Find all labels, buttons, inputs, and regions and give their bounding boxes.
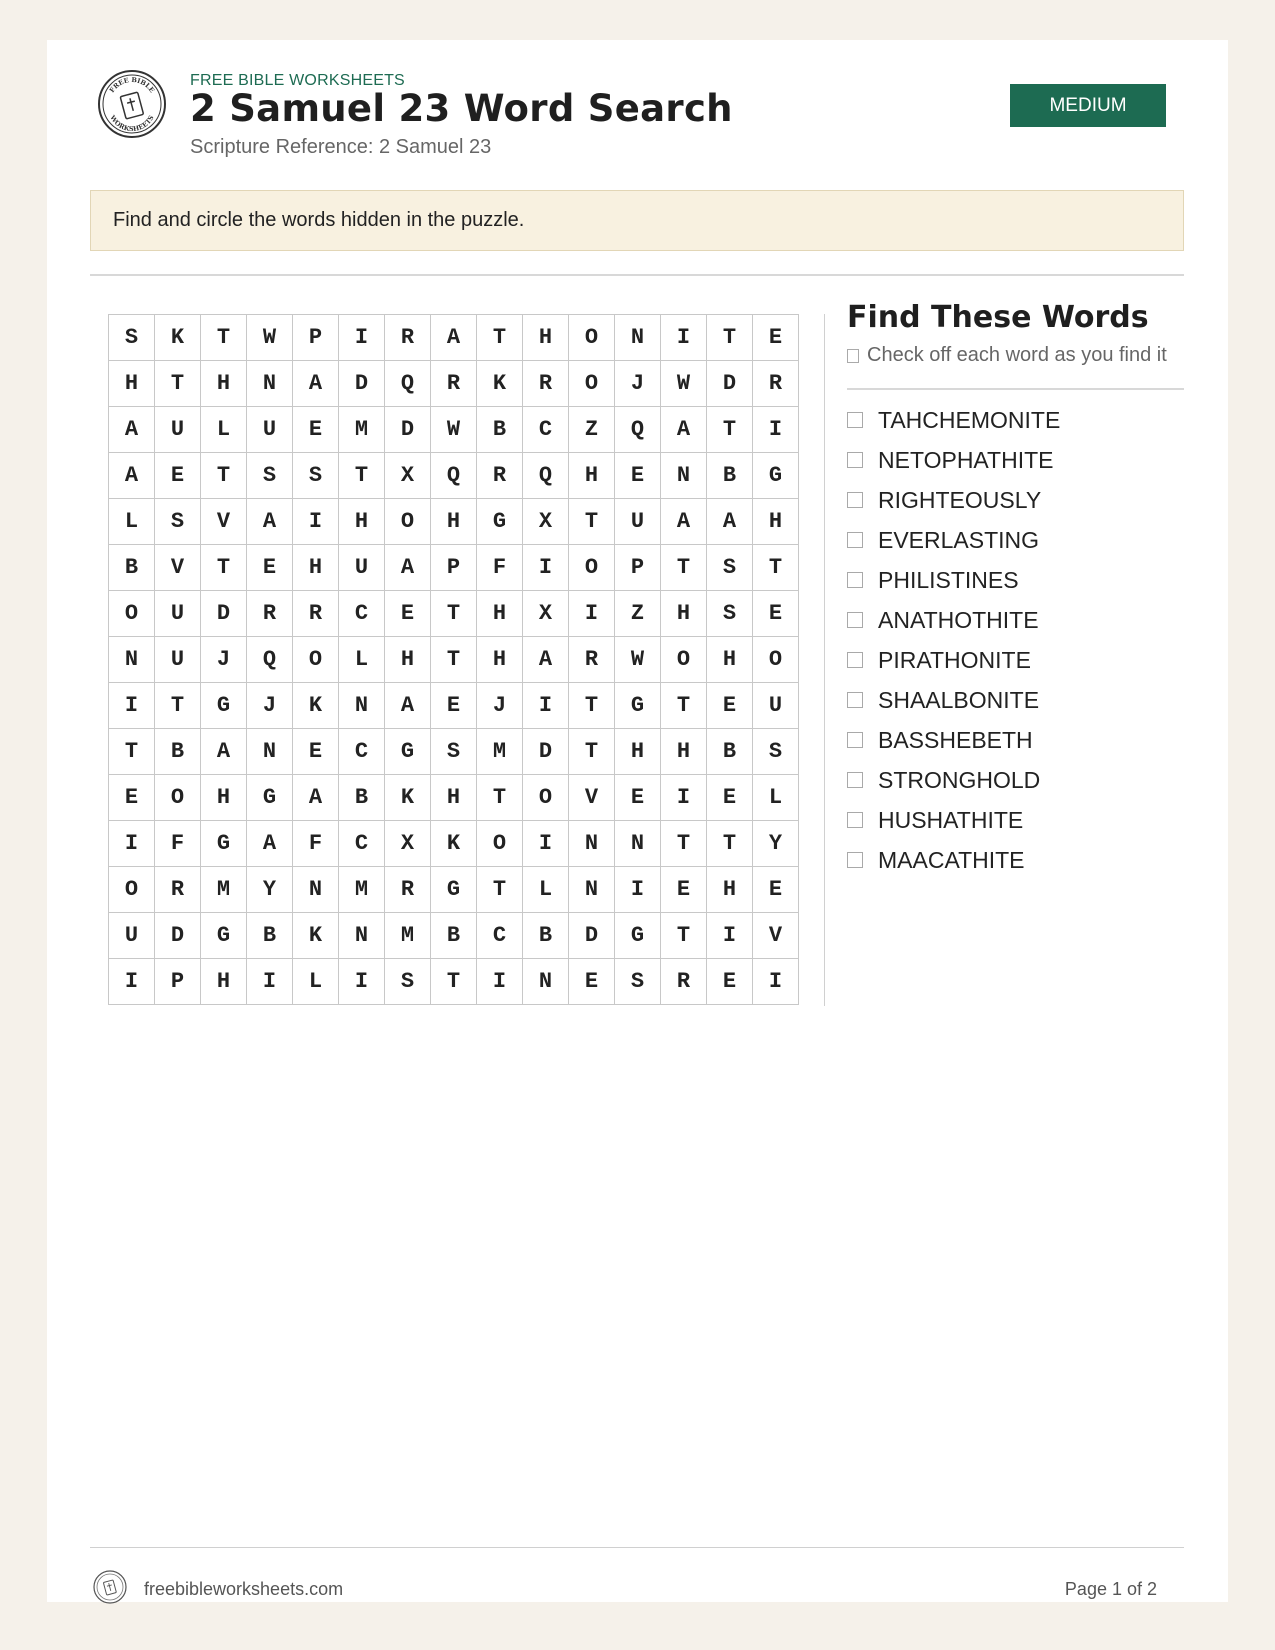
instructions-text: Find and circle the words hidden in the puzzle.: [113, 209, 525, 231]
grid-cell[interactable]: A: [431, 315, 477, 361]
grid-cell[interactable]: A: [109, 453, 155, 499]
grid-cell[interactable]: N: [109, 637, 155, 683]
grid-cell[interactable]: H: [523, 315, 569, 361]
grid-cell[interactable]: H: [707, 867, 753, 913]
grid-cell[interactable]: K: [477, 361, 523, 407]
grid-cell[interactable]: H: [753, 499, 799, 545]
grid-cell[interactable]: T: [661, 821, 707, 867]
grid-cell[interactable]: I: [615, 867, 661, 913]
grid-cell[interactable]: B: [707, 453, 753, 499]
word-checkbox[interactable]: [847, 852, 863, 868]
word-checkbox[interactable]: [847, 772, 863, 788]
grid-row: [109, 683, 799, 729]
word-checkbox[interactable]: [847, 412, 863, 428]
grid-cell[interactable]: L: [753, 775, 799, 821]
grid-cell[interactable]: H: [569, 453, 615, 499]
grid-cell[interactable]: X: [385, 821, 431, 867]
grid-cell[interactable]: N: [339, 683, 385, 729]
grid-cell[interactable]: G: [385, 729, 431, 775]
grid-cell[interactable]: P: [293, 315, 339, 361]
grid-cell[interactable]: V: [201, 499, 247, 545]
grid-cell[interactable]: E: [661, 867, 707, 913]
word-list-subheading: [847, 344, 1167, 367]
grid-cell[interactable]: G: [753, 453, 799, 499]
grid-cell[interactable]: F: [477, 545, 523, 591]
word-label: HUSHATHITE: [878, 806, 1024, 833]
grid-cell[interactable]: E: [707, 775, 753, 821]
grid-cell[interactable]: B: [155, 729, 201, 775]
word-list-item: [847, 400, 1060, 440]
grid-cell[interactable]: H: [477, 591, 523, 637]
column-divider: [824, 314, 825, 1006]
grid-cell[interactable]: R: [247, 591, 293, 637]
brand-name: FREE BIBLE WORKSHEETS: [190, 72, 405, 89]
grid-cell[interactable]: A: [523, 637, 569, 683]
grid-cell[interactable]: Z: [615, 591, 661, 637]
grid-cell[interactable]: U: [155, 407, 201, 453]
grid-cell[interactable]: A: [109, 407, 155, 453]
grid-cell[interactable]: R: [431, 361, 477, 407]
grid-cell[interactable]: W: [615, 637, 661, 683]
grid-cell[interactable]: D: [339, 361, 385, 407]
grid-cell[interactable]: K: [155, 315, 201, 361]
grid-row: [109, 775, 799, 821]
checkbox-icon: [847, 349, 859, 363]
footer-site-link[interactable]: freebibleworksheets.com: [144, 1579, 344, 1599]
word-list-item: [847, 560, 1060, 600]
word-checkbox[interactable]: [847, 652, 863, 668]
grid-cell[interactable]: H: [201, 959, 247, 1005]
grid-cell[interactable]: P: [155, 959, 201, 1005]
grid-cell[interactable]: Q: [385, 361, 431, 407]
grid-cell[interactable]: T: [477, 775, 523, 821]
grid-cell[interactable]: J: [615, 361, 661, 407]
grid-cell[interactable]: P: [431, 545, 477, 591]
difficulty-badge: MEDIUM: [1010, 84, 1166, 127]
grid-cell[interactable]: D: [569, 913, 615, 959]
grid-cell[interactable]: V: [155, 545, 201, 591]
grid-cell[interactable]: U: [155, 637, 201, 683]
grid-cell[interactable]: L: [109, 499, 155, 545]
page-number: Page 1 of 2: [1064, 1579, 1157, 1599]
grid-cell[interactable]: R: [523, 361, 569, 407]
grid-cell[interactable]: H: [661, 591, 707, 637]
grid-cell[interactable]: G: [247, 775, 293, 821]
word-label: EVERLASTING: [878, 526, 1040, 553]
word-list-item: [847, 720, 1060, 760]
word-list-item: [847, 480, 1060, 520]
grid-cell[interactable]: X: [523, 499, 569, 545]
grid-cell[interactable]: K: [293, 683, 339, 729]
grid-row: [109, 591, 799, 637]
word-list: [847, 400, 1060, 880]
grid-cell[interactable]: O: [109, 591, 155, 637]
word-list-divider: [847, 388, 1184, 390]
grid-cell[interactable]: H: [431, 499, 477, 545]
grid-cell[interactable]: J: [201, 637, 247, 683]
grid-cell[interactable]: S: [707, 591, 753, 637]
grid-cell[interactable]: J: [247, 683, 293, 729]
grid-cell[interactable]: S: [753, 729, 799, 775]
grid-cell[interactable]: T: [569, 499, 615, 545]
grid-cell[interactable]: E: [753, 591, 799, 637]
word-checkbox[interactable]: [847, 452, 863, 468]
word-checkbox[interactable]: [847, 492, 863, 508]
grid-cell[interactable]: N: [615, 821, 661, 867]
grid-row: [109, 637, 799, 683]
grid-cell[interactable]: B: [339, 775, 385, 821]
grid-cell[interactable]: O: [293, 637, 339, 683]
grid-cell[interactable]: C: [477, 913, 523, 959]
word-label: PHILISTINES: [878, 566, 1019, 593]
grid-cell[interactable]: Q: [523, 453, 569, 499]
grid-cell[interactable]: E: [293, 407, 339, 453]
grid-cell[interactable]: G: [615, 913, 661, 959]
word-list-item: [847, 600, 1060, 640]
word-list-item: [847, 440, 1060, 480]
grid-cell[interactable]: E: [615, 775, 661, 821]
grid-cell[interactable]: T: [707, 407, 753, 453]
grid-cell[interactable]: B: [477, 407, 523, 453]
grid-cell[interactable]: O: [385, 499, 431, 545]
grid-cell[interactable]: L: [201, 407, 247, 453]
grid-cell[interactable]: A: [661, 407, 707, 453]
instructions-box: [90, 190, 1184, 251]
grid-cell[interactable]: A: [201, 729, 247, 775]
grid-cell[interactable]: C: [523, 407, 569, 453]
grid-cell[interactable]: Y: [247, 867, 293, 913]
grid-cell[interactable]: I: [523, 683, 569, 729]
grid-cell[interactable]: A: [661, 499, 707, 545]
grid-cell[interactable]: B: [523, 913, 569, 959]
grid-cell[interactable]: S: [109, 315, 155, 361]
grid-cell[interactable]: U: [247, 407, 293, 453]
grid-cell[interactable]: R: [753, 361, 799, 407]
grid-cell[interactable]: O: [523, 775, 569, 821]
grid-cell[interactable]: M: [477, 729, 523, 775]
grid-cell[interactable]: K: [293, 913, 339, 959]
word-label: ANATHOTHITE: [878, 606, 1039, 633]
word-checkbox[interactable]: [847, 732, 863, 748]
grid-cell[interactable]: E: [707, 959, 753, 1005]
grid-cell[interactable]: H: [615, 729, 661, 775]
grid-cell[interactable]: Z: [569, 407, 615, 453]
grid-cell[interactable]: T: [477, 867, 523, 913]
grid-cell[interactable]: T: [431, 637, 477, 683]
grid-cell[interactable]: H: [293, 545, 339, 591]
grid-cell[interactable]: E: [247, 545, 293, 591]
grid-cell[interactable]: N: [615, 315, 661, 361]
grid-cell[interactable]: N: [247, 729, 293, 775]
word-list-item: [847, 640, 1060, 680]
grid-cell[interactable]: H: [707, 637, 753, 683]
word-list-item: [847, 760, 1060, 800]
grid-cell[interactable]: L: [523, 867, 569, 913]
grid-cell[interactable]: T: [477, 315, 523, 361]
grid-cell[interactable]: E: [753, 867, 799, 913]
grid-cell[interactable]: S: [293, 453, 339, 499]
svg-text:FREE BIBLE: FREE BIBLE: [107, 75, 157, 95]
grid-cell[interactable]: N: [293, 867, 339, 913]
word-checkbox[interactable]: [847, 612, 863, 628]
grid-cell[interactable]: H: [477, 637, 523, 683]
grid-cell[interactable]: P: [615, 545, 661, 591]
grid-cell[interactable]: T: [661, 683, 707, 729]
grid-cell[interactable]: C: [339, 821, 385, 867]
grid-cell[interactable]: G: [201, 821, 247, 867]
grid-cell[interactable]: A: [247, 821, 293, 867]
grid-cell[interactable]: B: [247, 913, 293, 959]
grid-cell[interactable]: I: [707, 913, 753, 959]
grid-cell[interactable]: T: [201, 545, 247, 591]
grid-cell[interactable]: I: [523, 821, 569, 867]
grid-cell[interactable]: T: [707, 315, 753, 361]
grid-cell[interactable]: U: [155, 591, 201, 637]
grid-cell[interactable]: U: [615, 499, 661, 545]
grid-cell[interactable]: L: [339, 637, 385, 683]
grid-cell[interactable]: W: [661, 361, 707, 407]
grid-cell[interactable]: I: [753, 959, 799, 1005]
grid-cell[interactable]: A: [707, 499, 753, 545]
grid-cell[interactable]: T: [707, 821, 753, 867]
grid-cell[interactable]: R: [385, 867, 431, 913]
grid-cell[interactable]: E: [707, 683, 753, 729]
grid-cell[interactable]: T: [431, 591, 477, 637]
grid-cell[interactable]: T: [661, 913, 707, 959]
word-checkbox[interactable]: [847, 692, 863, 708]
word-label: MAACATHITE: [878, 846, 1025, 873]
grid-cell[interactable]: H: [431, 775, 477, 821]
grid-cell[interactable]: I: [339, 315, 385, 361]
grid-row: [109, 959, 799, 1005]
grid-cell[interactable]: M: [339, 407, 385, 453]
word-checkbox[interactable]: [847, 812, 863, 828]
grid-cell[interactable]: N: [661, 453, 707, 499]
grid-cell[interactable]: K: [431, 821, 477, 867]
grid-cell[interactable]: N: [339, 913, 385, 959]
grid-cell[interactable]: L: [293, 959, 339, 1005]
grid-row: [109, 453, 799, 499]
grid-cell[interactable]: D: [707, 361, 753, 407]
word-label: BASSHEBETH: [878, 726, 1033, 753]
grid-cell[interactable]: I: [569, 591, 615, 637]
grid-cell[interactable]: I: [477, 959, 523, 1005]
word-label: PIRATHONITE: [878, 646, 1031, 673]
word-list-item: [847, 840, 1060, 880]
svg-text:WORKSHEETS: WORKSHEETS: [108, 113, 156, 134]
grid-cell[interactable]: R: [477, 453, 523, 499]
grid-cell[interactable]: T: [753, 545, 799, 591]
grid-cell[interactable]: H: [385, 637, 431, 683]
grid-cell[interactable]: D: [155, 913, 201, 959]
grid-cell[interactable]: Y: [753, 821, 799, 867]
grid-cell[interactable]: I: [661, 775, 707, 821]
grid-cell[interactable]: F: [293, 821, 339, 867]
grid-cell[interactable]: I: [523, 545, 569, 591]
grid-cell[interactable]: O: [661, 637, 707, 683]
word-list-heading: Find These Words: [847, 300, 1149, 335]
grid-cell[interactable]: O: [569, 545, 615, 591]
grid-cell[interactable]: T: [569, 729, 615, 775]
grid-cell[interactable]: W: [431, 407, 477, 453]
grid-row: [109, 729, 799, 775]
grid-cell[interactable]: E: [569, 959, 615, 1005]
word-label: STRONGHOLD: [878, 766, 1041, 793]
grid-cell[interactable]: U: [109, 913, 155, 959]
grid-cell[interactable]: S: [615, 959, 661, 1005]
grid-cell[interactable]: E: [753, 315, 799, 361]
grid-cell[interactable]: U: [753, 683, 799, 729]
grid-cell[interactable]: M: [339, 867, 385, 913]
grid-cell[interactable]: N: [523, 959, 569, 1005]
grid-cell[interactable]: T: [155, 683, 201, 729]
grid-cell[interactable]: S: [385, 959, 431, 1005]
grid-cell[interactable]: O: [569, 315, 615, 361]
grid-cell[interactable]: C: [339, 729, 385, 775]
grid-cell[interactable]: I: [109, 959, 155, 1005]
grid-cell[interactable]: T: [569, 683, 615, 729]
grid-cell[interactable]: K: [385, 775, 431, 821]
scripture-reference: Scripture Reference: 2 Samuel 23: [190, 136, 492, 158]
grid-cell[interactable]: H: [201, 775, 247, 821]
grid-cell[interactable]: D: [385, 407, 431, 453]
grid-cell[interactable]: T: [661, 545, 707, 591]
grid-cell[interactable]: A: [293, 361, 339, 407]
grid-cell[interactable]: G: [431, 867, 477, 913]
header-divider: [90, 274, 1184, 276]
word-label: RIGHTEOUSLY: [878, 486, 1042, 513]
grid-cell[interactable]: N: [569, 821, 615, 867]
grid-cell[interactable]: H: [201, 361, 247, 407]
grid-cell[interactable]: A: [385, 683, 431, 729]
grid-cell[interactable]: N: [247, 361, 293, 407]
grid-cell[interactable]: T: [201, 315, 247, 361]
footer-divider: [90, 1547, 1184, 1548]
grid-cell[interactable]: H: [109, 361, 155, 407]
grid-cell[interactable]: H: [661, 729, 707, 775]
word-list-item: [847, 680, 1060, 720]
grid-cell[interactable]: A: [385, 545, 431, 591]
grid-cell[interactable]: S: [155, 499, 201, 545]
grid-row: [109, 867, 799, 913]
grid-row: [109, 913, 799, 959]
grid-row: [109, 315, 799, 361]
grid-cell[interactable]: B: [707, 729, 753, 775]
grid-cell[interactable]: Q: [431, 453, 477, 499]
grid-cell[interactable]: I: [339, 959, 385, 1005]
word-label: NETOPHATHITE: [878, 446, 1054, 473]
grid-row: [109, 407, 799, 453]
grid-cell[interactable]: J: [477, 683, 523, 729]
bible-logo-icon: [97, 69, 167, 139]
grid-cell[interactable]: I: [109, 821, 155, 867]
grid-cell[interactable]: E: [431, 683, 477, 729]
grid-cell[interactable]: D: [201, 591, 247, 637]
grid-cell[interactable]: B: [431, 913, 477, 959]
grid-cell[interactable]: X: [523, 591, 569, 637]
grid-cell[interactable]: M: [201, 867, 247, 913]
grid-cell[interactable]: I: [293, 499, 339, 545]
grid-row: [109, 545, 799, 591]
word-label: SHAALBONITE: [878, 686, 1040, 713]
grid-cell[interactable]: C: [339, 591, 385, 637]
grid-cell[interactable]: E: [155, 453, 201, 499]
grid-cell[interactable]: E: [615, 453, 661, 499]
grid-cell[interactable]: U: [339, 545, 385, 591]
grid-cell[interactable]: S: [247, 453, 293, 499]
grid-cell[interactable]: O: [477, 821, 523, 867]
bible-logo-small-icon: [93, 1570, 127, 1604]
grid-cell[interactable]: A: [293, 775, 339, 821]
grid-cell[interactable]: F: [155, 821, 201, 867]
grid-cell[interactable]: G: [201, 913, 247, 959]
word-search-grid: [108, 314, 799, 1005]
grid-row: [109, 361, 799, 407]
grid-cell[interactable]: O: [155, 775, 201, 821]
grid-cell[interactable]: O: [109, 867, 155, 913]
word-checkbox[interactable]: [847, 532, 863, 548]
grid-cell[interactable]: E: [385, 591, 431, 637]
grid-cell[interactable]: S: [431, 729, 477, 775]
grid-cell[interactable]: R: [155, 867, 201, 913]
word-list-item: [847, 520, 1060, 560]
grid-cell[interactable]: G: [615, 683, 661, 729]
grid-row: [109, 499, 799, 545]
grid-cell[interactable]: E: [109, 775, 155, 821]
page-title: 2 Samuel 23 Word Search: [190, 87, 733, 130]
word-label: TAHCHEMONITE: [878, 406, 1061, 433]
worksheet-page: [47, 40, 1228, 1602]
grid-cell[interactable]: I: [753, 407, 799, 453]
grid-cell[interactable]: T: [109, 729, 155, 775]
grid-cell[interactable]: Q: [615, 407, 661, 453]
grid-cell[interactable]: W: [247, 315, 293, 361]
grid-cell[interactable]: T: [155, 361, 201, 407]
grid-cell[interactable]: G: [201, 683, 247, 729]
grid-cell[interactable]: I: [247, 959, 293, 1005]
grid-cell[interactable]: X: [385, 453, 431, 499]
grid-cell[interactable]: T: [431, 959, 477, 1005]
grid-cell[interactable]: Q: [247, 637, 293, 683]
grid-cell[interactable]: R: [661, 959, 707, 1005]
grid-cell[interactable]: O: [753, 637, 799, 683]
grid-cell[interactable]: E: [293, 729, 339, 775]
grid-cell[interactable]: A: [247, 499, 293, 545]
grid-cell[interactable]: I: [109, 683, 155, 729]
grid-cell[interactable]: V: [569, 775, 615, 821]
grid-cell[interactable]: G: [477, 499, 523, 545]
word-list-item: [847, 800, 1060, 840]
word-checkbox[interactable]: [847, 572, 863, 588]
word-list-subheading-text: Check off each word as you find it: [867, 344, 1167, 366]
grid-cell[interactable]: T: [201, 453, 247, 499]
grid-cell[interactable]: B: [109, 545, 155, 591]
grid-cell[interactable]: R: [293, 591, 339, 637]
grid-cell[interactable]: M: [385, 913, 431, 959]
grid-cell[interactable]: V: [753, 913, 799, 959]
grid-cell[interactable]: R: [385, 315, 431, 361]
grid-cell[interactable]: D: [523, 729, 569, 775]
grid-cell[interactable]: T: [339, 453, 385, 499]
grid-cell[interactable]: N: [569, 867, 615, 913]
grid-cell[interactable]: I: [661, 315, 707, 361]
grid-cell[interactable]: H: [339, 499, 385, 545]
grid-cell[interactable]: S: [707, 545, 753, 591]
grid-cell[interactable]: R: [569, 637, 615, 683]
grid-cell[interactable]: O: [569, 361, 615, 407]
grid-row: [109, 821, 799, 867]
